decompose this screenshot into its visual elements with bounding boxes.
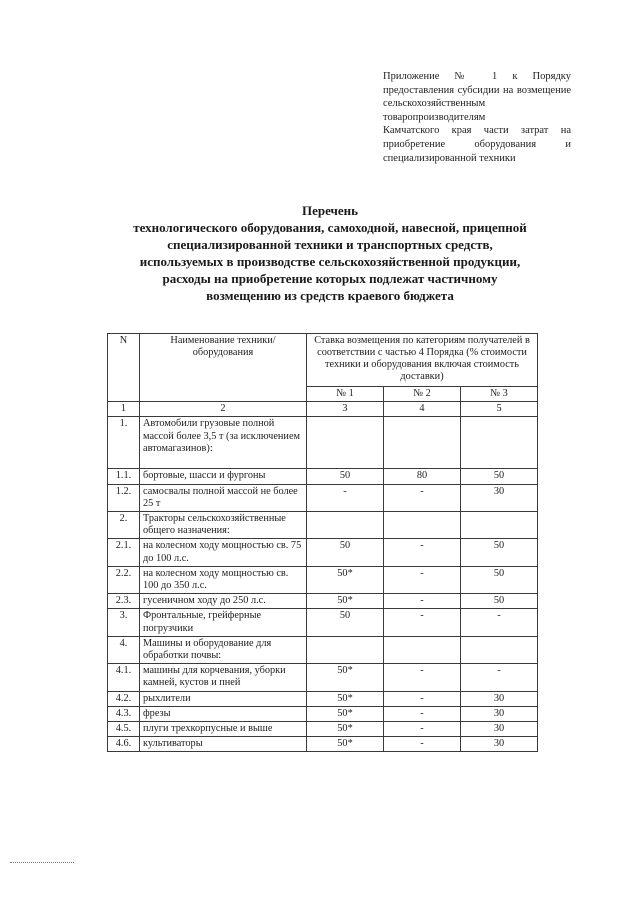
table-row [108, 609, 538, 636]
row-value-cat2 [384, 512, 461, 539]
header-name: Наименование техники/оборудования [140, 334, 307, 402]
header-category-2: № 2 [384, 387, 461, 402]
table-row [108, 566, 538, 593]
row-value-cat3: 50 [461, 539, 538, 566]
row-value-cat3: - [461, 664, 538, 691]
row-value-cat3 [461, 417, 538, 469]
title-line: технологического оборудования, самоходной, навесной, прицепной [133, 220, 527, 235]
row-value-cat1 [307, 417, 384, 469]
row-number: 4.6. [108, 737, 140, 752]
row-value-cat3: 30 [461, 691, 538, 706]
table-row [108, 706, 538, 721]
row-number: 4. [108, 636, 140, 663]
row-number: 4.3. [108, 706, 140, 721]
row-number: 2. [108, 512, 140, 539]
appendix-note [383, 70, 571, 165]
header-n: N [108, 334, 140, 402]
row-value-cat2: - [384, 594, 461, 609]
row-value-cat2: - [384, 737, 461, 752]
header-category-1: № 1 [307, 387, 384, 402]
row-name: плуги трехкорпусные и выше [140, 722, 307, 737]
appendix-line: Камчатского края части затрат на приобретение оборудования и специализированной техники [383, 125, 571, 164]
row-value-cat1: 50* [307, 594, 384, 609]
row-name: Тракторы сельскохозяйственные общего назначения: [140, 512, 307, 539]
column-number-row [108, 402, 538, 417]
row-number: 4.2. [108, 691, 140, 706]
column-number: 5 [461, 402, 538, 417]
column-number: 4 [384, 402, 461, 417]
row-value-cat1: 50* [307, 664, 384, 691]
row-name: фрезы [140, 706, 307, 721]
row-value-cat1: 50 [307, 469, 384, 484]
row-name: Автомобили грузовые полной массой более 3,5 т (за исключением автомагазинов): [140, 417, 307, 469]
row-number: 2.3. [108, 594, 140, 609]
row-number: 1. [108, 417, 140, 469]
header-rate: Ставка возмещения по категориям получателей в соответствии с частью 4 Порядка (% стоимости техники и оборудования включая стоимость доставки) [307, 334, 538, 387]
row-name: Фронтальные, грейферные погрузчики [140, 609, 307, 636]
row-number: 4.5. [108, 722, 140, 737]
column-number: 1 [108, 402, 140, 417]
row-value-cat3: 30 [461, 484, 538, 511]
row-value-cat3: - [461, 609, 538, 636]
row-value-cat2: - [384, 722, 461, 737]
row-name: машины для корчевания, уборки камней, кустов и пней [140, 664, 307, 691]
row-number: 2.1. [108, 539, 140, 566]
table-row [108, 469, 538, 484]
title-line: возмещению из средств краевого бюджета [206, 288, 454, 303]
table-row [108, 664, 538, 691]
footer-divider [10, 862, 74, 863]
row-number: 2.2. [108, 566, 140, 593]
row-name: гусеничном ходу до 250 л.с. [140, 594, 307, 609]
row-name: на колесном ходу мощностью св. 75 до 100 л.с. [140, 539, 307, 566]
header-row [108, 334, 538, 387]
title-line: специализированной техники и транспортных средств, [167, 237, 493, 252]
row-value-cat2: - [384, 691, 461, 706]
table-row [108, 737, 538, 752]
column-number: 3 [307, 402, 384, 417]
table-row [108, 417, 538, 469]
row-value-cat3: 50 [461, 469, 538, 484]
table-row [108, 691, 538, 706]
row-value-cat1: 50* [307, 737, 384, 752]
row-value-cat2: 80 [384, 469, 461, 484]
row-name: на колесном ходу мощностью св. 100 до 350 л.с. [140, 566, 307, 593]
row-value-cat1: 50* [307, 691, 384, 706]
row-value-cat2: - [384, 609, 461, 636]
row-value-cat1: 50 [307, 539, 384, 566]
title-line: расходы на приобретение которых подлежат частичному [162, 271, 498, 286]
header-category-3: № 3 [461, 387, 538, 402]
title-line: Перечень [301, 203, 359, 218]
row-value-cat3: 30 [461, 737, 538, 752]
appendix-line: Приложение № 1 к Порядку предоставления субсидии на возмещение сельскохозяйственным товаропроизводителям [383, 71, 571, 123]
table-row [108, 484, 538, 511]
table-row [108, 636, 538, 663]
row-value-cat2: - [384, 706, 461, 721]
table-row [108, 594, 538, 609]
title-line: используемых в производстве сельскохозяйственной продукции, [139, 254, 521, 269]
row-number: 1.2. [108, 484, 140, 511]
row-name: рыхлители [140, 691, 307, 706]
row-value-cat1: 50* [307, 566, 384, 593]
equipment-table [107, 333, 538, 752]
row-value-cat2: - [384, 539, 461, 566]
row-value-cat1: 50 [307, 609, 384, 636]
row-value-cat1 [307, 636, 384, 663]
row-name: культиваторы [140, 737, 307, 752]
row-value-cat3: 50 [461, 594, 538, 609]
row-name: бортовые, шасси и фургоны [140, 469, 307, 484]
table-row [108, 539, 538, 566]
row-number: 4.1. [108, 664, 140, 691]
table-row [108, 512, 538, 539]
document-title [110, 202, 550, 304]
row-value-cat1 [307, 512, 384, 539]
row-value-cat1: - [307, 484, 384, 511]
row-value-cat2: - [384, 484, 461, 511]
row-name: самосвалы полной массой не более 25 т [140, 484, 307, 511]
row-value-cat3 [461, 512, 538, 539]
column-number: 2 [140, 402, 307, 417]
row-value-cat2 [384, 636, 461, 663]
table-row [108, 722, 538, 737]
row-number: 1.1. [108, 469, 140, 484]
row-value-cat3 [461, 636, 538, 663]
row-value-cat2: - [384, 664, 461, 691]
row-value-cat2 [384, 417, 461, 469]
row-value-cat1: 50* [307, 722, 384, 737]
row-value-cat1: 50* [307, 706, 384, 721]
row-value-cat3: 30 [461, 706, 538, 721]
row-value-cat2: - [384, 566, 461, 593]
row-name: Машины и оборудование для обработки почвы: [140, 636, 307, 663]
row-value-cat3: 50 [461, 566, 538, 593]
row-value-cat3: 30 [461, 722, 538, 737]
row-number: 3. [108, 609, 140, 636]
